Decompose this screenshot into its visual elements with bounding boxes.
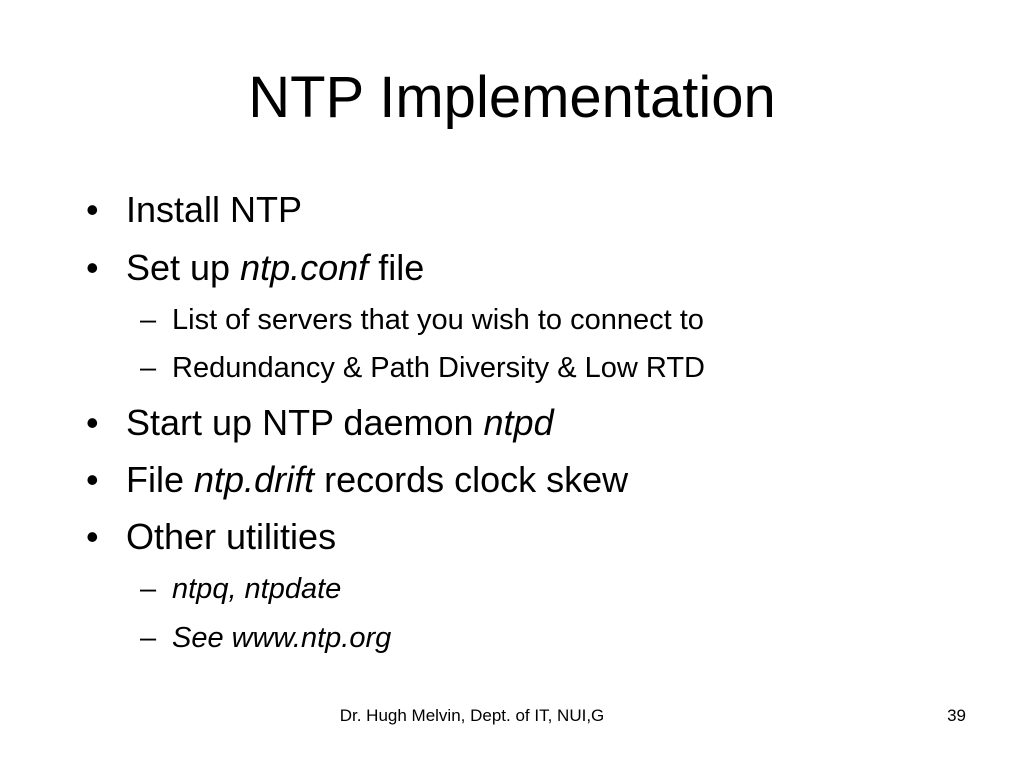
bullet-text-prefix: Start up NTP daemon — [126, 402, 484, 443]
sub-bullet-marker: – — [140, 304, 157, 336]
bullet-marker: • — [86, 402, 99, 443]
bullet-text-emphasis: ntp.conf — [240, 247, 369, 288]
bullet-item-other-utilities — [86, 514, 336, 560]
sub-bullet-text: Redundancy & Path Diversity & Low RTD — [172, 352, 705, 384]
bullet-text-suffix: records clock skew — [314, 459, 629, 500]
bullet-marker: • — [86, 459, 99, 500]
sub-bullet-marker: – — [140, 352, 157, 384]
bullet-text-suffix: file — [368, 247, 425, 288]
bullet-marker: • — [86, 189, 99, 230]
sub-bullet-item-ntpq — [140, 570, 341, 608]
sub-bullet-text-emphasis: See www.ntp.org — [172, 622, 392, 654]
sub-bullet-text: List of servers that you wish to connect to — [172, 304, 704, 336]
bullet-item-install-ntp — [86, 187, 302, 233]
bullet-item-setup-conf — [86, 245, 424, 291]
bullet-item-drift-file — [86, 457, 628, 503]
bullet-text-prefix: File — [126, 459, 195, 500]
bullet-text-emphasis: ntpd — [483, 402, 554, 443]
bullet-text: Install NTP — [126, 189, 303, 230]
bullet-marker: • — [86, 247, 99, 288]
bullet-item-start-daemon — [86, 400, 554, 446]
sub-bullet-item-redundancy — [140, 349, 705, 387]
bullet-text: Other utilities — [126, 516, 337, 557]
page-number: 39 — [947, 706, 966, 725]
sub-bullet-marker: – — [140, 622, 157, 654]
bullet-marker: • — [86, 516, 99, 557]
sub-bullet-item-website — [140, 619, 391, 657]
slide-footer: Dr. Hugh Melvin, Dept. of IT, NUI,G — [339, 706, 605, 725]
sub-bullet-marker: – — [140, 573, 157, 605]
bullet-text-emphasis: ntp.drift — [194, 459, 315, 500]
sub-bullet-item-server-list — [140, 301, 704, 339]
sub-bullet-text-emphasis: ntpq, ntpdate — [172, 573, 342, 605]
bullet-text-prefix: Set up — [126, 247, 241, 288]
slide-title: NTP Implementation — [248, 65, 776, 130]
